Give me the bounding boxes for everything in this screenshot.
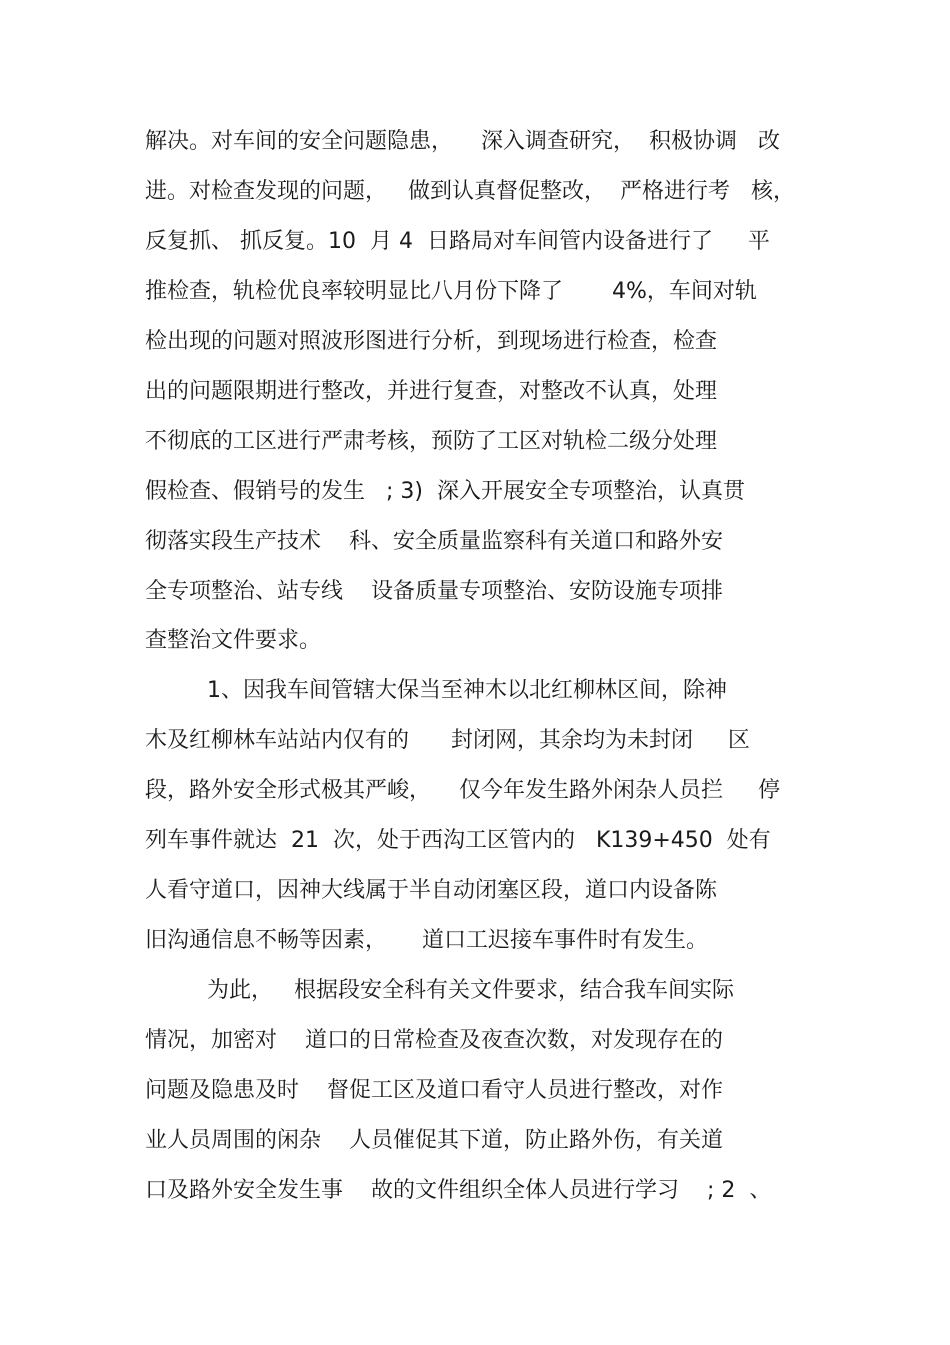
text-line: 旧沟通信息不畅等因素， 道口工迟接车事件时有发生。 [145,928,708,953]
text-line: 假检查、假销号的发生 ; 3) 深入开展安全专项整治，认真贯 [145,479,745,504]
text-line: 解决。对车间的安全问题隐患， 深入调查研究， 积极协调 改 [145,129,780,154]
text-line: 反复抓、 抓反复。10 月 4 日路局对车间管内设备进行了 平 [145,229,770,254]
text-line: 不彻底的工区进行严肃考核，预防了工区对轨检二级分处理 [145,429,718,454]
text-line: 列车事件就达 21 次，处于西沟工区管内的 K139+450 处有 [145,828,771,853]
text-line: 全专项整治、站专线 设备质量专项整治、安防设施专项排 [145,579,723,604]
text-line: 推检查，轨检优良率较明显比八月份下降了 4%，车间对轨 [145,279,757,304]
paragraph-start-line: 为此， 根据段安全科有关文件要求，结合我车间实际 [207,978,734,1003]
text-line: 人看守道口，因神大线属于半自动闭塞区段，道口内设备陈 [145,878,718,903]
text-line: 问题及隐患及时 督促工区及道口看守人员进行整改，对作 [145,1078,723,1103]
text-line: 情况，加密对 道口的日常检查及夜查次数，对发现存在的 [145,1028,723,1053]
text-line: 口及路外安全发生事 故的文件组织全体人员进行学习 ; 2 、 [145,1178,772,1203]
text-line: 进。对检查发现的问题， 做到认真督促整改， 严格进行考 核， [145,179,795,204]
text-line: 木及红柳林车站站内仅有的 封闭网，其余均为未封闭 区 [145,728,750,753]
text-line: 彻落实段生产技术 科、安全质量监察科有关道口和路外安 [145,529,723,554]
text-line: 业人员周围的闲杂 人员催促其下道，防止路外伤，有关道 [145,1128,723,1153]
paragraph-start-line: 1、因我车间管辖大保当至神木以北红柳林区间，除神 [207,678,727,703]
text-line: 出的问题限期进行整改，并进行复查，对整改不认真，处理 [145,379,718,404]
text-line: 检出现的问题对照波形图进行分析，到现场进行检查，检查 [145,329,718,354]
text-line: 段，路外安全形式极其严峻， 仅今年发生路外闲杂人员拦 停 [145,778,780,803]
text-line: 查整治文件要求。 [145,628,322,653]
